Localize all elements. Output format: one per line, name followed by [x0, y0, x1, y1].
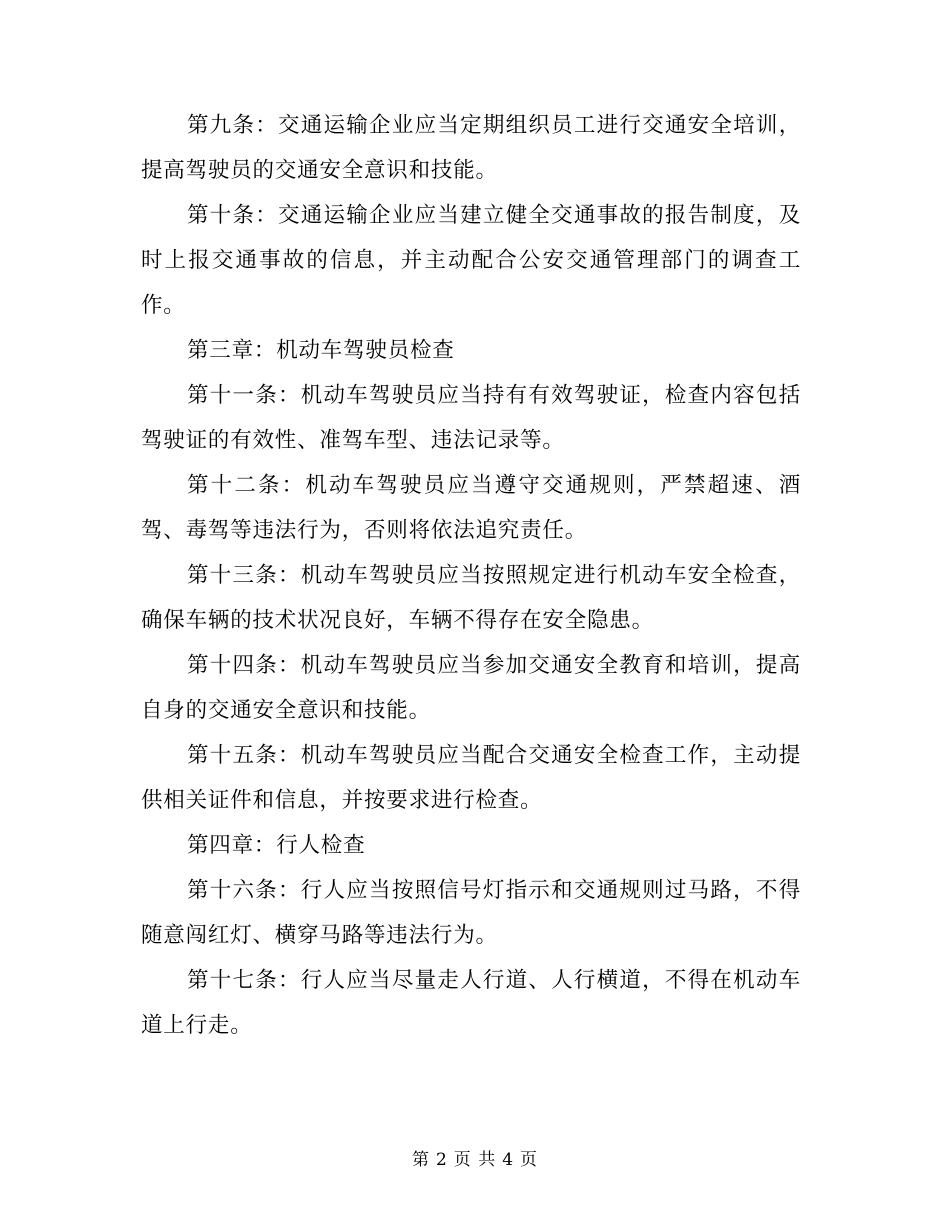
footer-middle: 页 共 [453, 1150, 497, 1170]
footer-current-page: 2 [435, 1150, 448, 1170]
footer-prefix: 第 [411, 1150, 430, 1170]
article-13: 第十三条：机动车驾驶员应当按照规定进行机动车安全检查，确保车辆的技术状况良好，车辆不得存在安全隐患。 [141, 563, 801, 633]
footer-total-pages: 4 [502, 1150, 515, 1170]
article-16: 第十六条：行人应当按照信号灯指示和交通规则过马路，不得随意闯红灯、横穿马路等违法行为。 [141, 878, 801, 948]
page-footer [0, 1148, 950, 1172]
article-9: 第九条：交通运输企业应当定期组织员工进行交通安全培训，提高驾驶员的交通安全意识和技能。 [141, 113, 801, 183]
article-11: 第十一条：机动车驾驶员应当持有有效驾驶证，检查内容包括驾驶证的有效性、准驾车型、违法记录等。 [141, 383, 801, 453]
article-10: 第十条：交通运输企业应当建立健全交通事故的报告制度，及时上报交通事故的信息，并主动配合公安交通管理部门的调查工作。 [141, 203, 801, 318]
chapter-3-heading: 第三章：机动车驾驶员检查 [187, 338, 455, 363]
chapter-4-heading: 第四章：行人检查 [187, 833, 366, 858]
article-14: 第十四条：机动车驾驶员应当参加交通安全教育和培训，提高自身的交通安全意识和技能。 [141, 653, 801, 723]
article-15: 第十五条：机动车驾驶员应当配合交通安全检查工作，主动提供相关证件和信息，并按要求进行检查。 [141, 743, 801, 813]
document-body [141, 103, 801, 1048]
footer-suffix: 页 [520, 1150, 539, 1170]
article-12: 第十二条：机动车驾驶员应当遵守交通规则，严禁超速、酒驾、毒驾等违法行为，否则将依法追究责任。 [141, 473, 801, 543]
article-17: 第十七条：行人应当尽量走人行道、人行横道，不得在机动车道上行走。 [141, 968, 801, 1038]
